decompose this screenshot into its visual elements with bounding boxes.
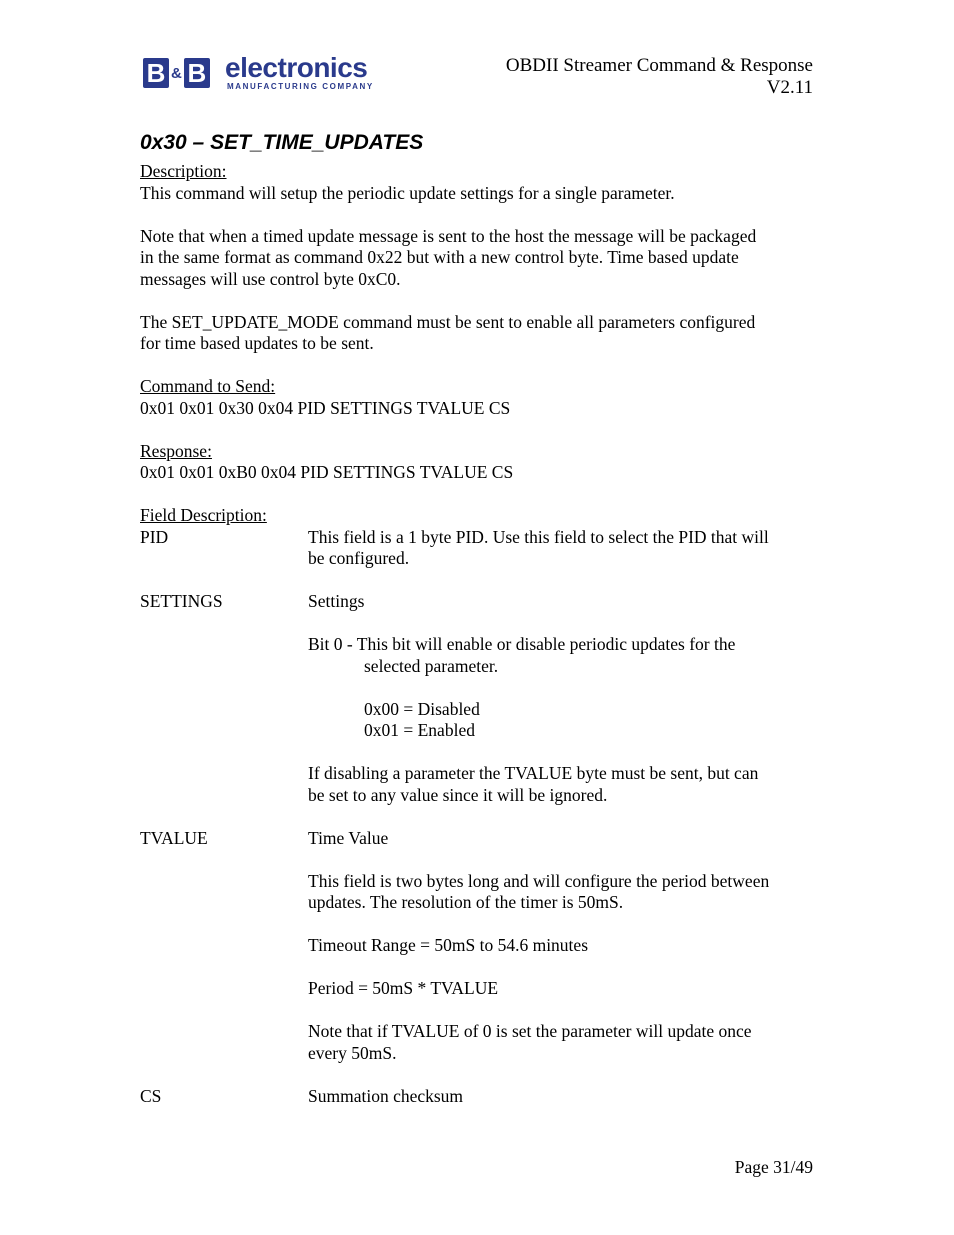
description-heading: Description: [140,161,227,181]
field-cs-name: CS [140,1086,162,1106]
settings-note-line-1: If disabling a parameter the TVALUE byte must be sent, but can [308,763,759,783]
field-tvalue-name: TVALUE [140,828,208,848]
tvalue-desc-line-1: This field is two bytes long and will configure the period between [308,871,770,891]
note-line-1: Note that when a timed update message is sent to the host the message will be packaged [140,226,757,246]
response-bytes: 0x01 0x01 0xB0 0x04 PID SETTINGS TVALUE CS [140,462,514,482]
mode-line-1: The SET_UPDATE_MODE command must be sent to enable all parameters configured [140,312,756,332]
description-text: This command will setup the periodic update settings for a single parameter. [140,183,675,203]
field-pid-name: PID [140,527,169,547]
logo-ampersand: & [171,64,182,82]
header-doc-title: OBDII Streamer Command & Response [505,55,813,76]
header-version: V2.11 [766,77,813,98]
settings-option-disabled: 0x00 = Disabled [364,699,480,719]
field-pid-desc-2: be configured. [308,548,410,568]
field-tvalue-title: Time Value [308,828,389,848]
tvalue-note-line-2: every 50mS. [308,1043,397,1063]
settings-bit0-line-1: Bit 0 - This bit will enable or disable periodic updates for the [308,634,736,654]
field-settings-title: Settings [308,591,365,611]
mode-line-2: for time based updates to be sent. [140,333,374,353]
section-title: 0x30 – SET_TIME_UPDATES [140,131,424,154]
settings-bit0-line-2: selected parameter. [364,656,499,676]
logo-letter-b1: B [143,58,169,88]
field-pid-desc-1: This field is a 1 byte PID. Use this field to select the PID that will [308,527,769,547]
command-heading: Command to Send: [140,376,276,396]
page-number: Page 31/49 [734,1157,813,1177]
tvalue-range: Timeout Range = 50mS to 54.6 minutes [308,935,588,955]
settings-note-line-2: be set to any value since it will be ignored. [308,785,608,805]
note-line-2: in the same format as command 0x22 but with a new control byte. Time based update [140,247,739,267]
tvalue-period: Period = 50mS * TVALUE [308,978,499,998]
note-line-3: messages will use control byte 0xC0. [140,269,401,289]
logo-subtitle: MANUFACTURING COMPANY [227,82,374,91]
command-bytes: 0x01 0x01 0x30 0x04 PID SETTINGS TVALUE CS [140,398,511,418]
tvalue-desc-line-2: updates. The resolution of the timer is 50mS. [308,892,624,912]
tvalue-note-line-1: Note that if TVALUE of 0 is set the parameter will update once [308,1021,752,1041]
response-heading: Response: [140,441,212,461]
field-cs-desc: Summation checksum [308,1086,464,1106]
settings-option-enabled: 0x01 = Enabled [364,720,475,740]
field-description-heading: Field Description: [140,505,267,525]
logo-letter-b2: B [184,58,210,88]
logo-mark [143,58,210,88]
logo-wordmark: electronics [225,52,368,83]
field-settings-name: SETTINGS [140,591,223,611]
